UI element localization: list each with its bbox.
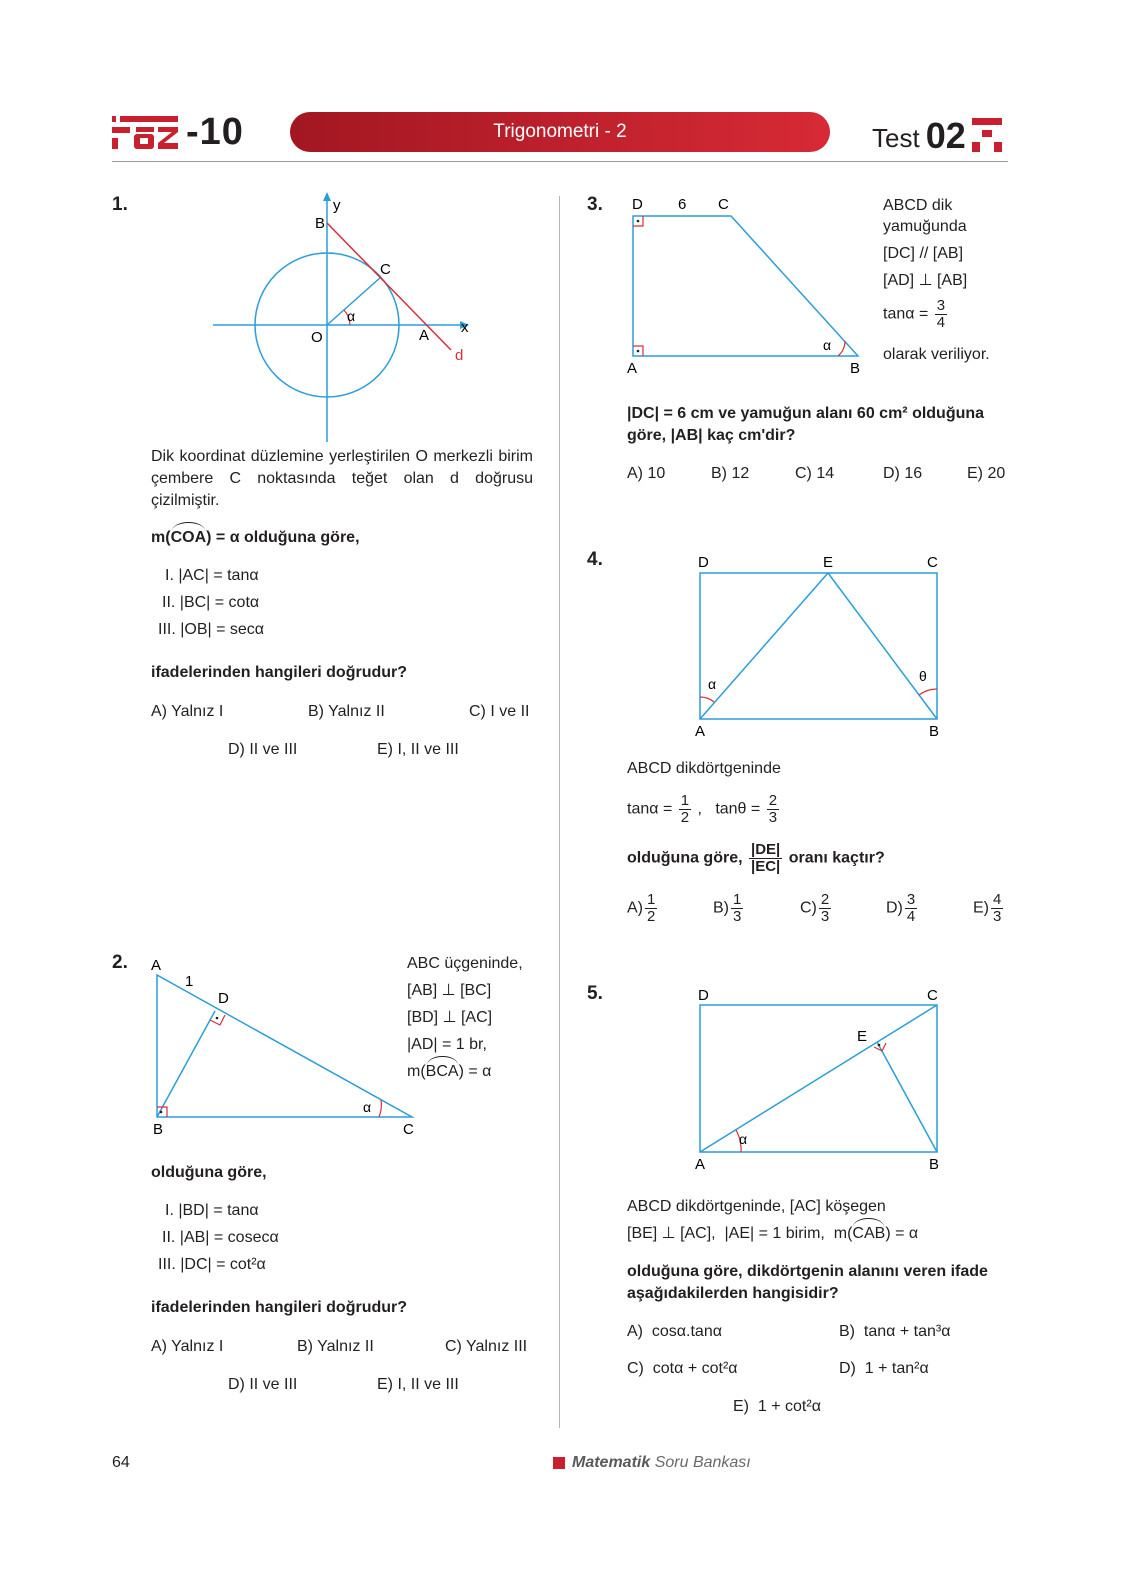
given-line-3: [BD] ⊥ [AC]: [407, 1009, 493, 1026]
question-number: 5.: [587, 983, 603, 1004]
choice-a[interactable]: A) Yalnız I: [151, 703, 224, 720]
choice-b[interactable]: B) Yalnız II: [297, 1338, 374, 1355]
given-line-1: ABCD dikdörtgeninde, [AC] köşegen: [627, 1198, 886, 1215]
choice-b[interactable]: B) 12: [711, 465, 750, 482]
fig-label-alpha: α: [347, 308, 356, 324]
fig-label-A: A: [151, 957, 162, 974]
question-prompt: [627, 842, 885, 875]
given-line-4: [AD] ⊥ [AB]: [883, 272, 968, 289]
statement-3: III. |OB| = secα: [158, 621, 265, 638]
given-line-2: yamuğunda: [883, 218, 967, 235]
angle-label: CAB: [852, 1223, 885, 1245]
question-intro: Dik koordinat düzlemine yerleştirilen O merkezli birim çembere C noktasında teğet olan d doğrusu çizilmiştir.: [151, 448, 533, 509]
series-marker-icon: [553, 1457, 565, 1469]
fig-label-B: B: [929, 1156, 940, 1173]
given-line-1: ABCD dik: [883, 197, 953, 214]
fig-label-D: D: [218, 990, 229, 1007]
choice-den: 2: [647, 908, 656, 925]
choice-c[interactable]: C) 14: [795, 465, 835, 482]
question-prompt: ifadelerinden hangileri doğrudur?: [151, 664, 408, 681]
tan-t-fraction: [767, 793, 779, 826]
header-rule: [112, 161, 1008, 162]
choice-c[interactable]: C) Yalnız III: [445, 1338, 528, 1355]
statement-1: I. |BD| = tanα: [165, 1202, 259, 1219]
unit-circle-figure: [205, 190, 490, 445]
fig-label-B: B: [850, 360, 861, 377]
fig-label-C: C: [403, 1121, 414, 1138]
column-divider: [559, 196, 560, 1428]
fig-label-y: y: [333, 197, 341, 214]
choice-letter: E): [973, 899, 989, 917]
fig-label-D: D: [698, 987, 709, 1004]
fig-label-x: x: [461, 319, 469, 336]
choice-b[interactable]: B) tanα + tan³α: [839, 1323, 951, 1340]
fig-label-D: D: [698, 554, 709, 571]
fig-label-alpha: α: [363, 1099, 372, 1115]
series-bold: Matematik: [572, 1454, 651, 1471]
question-prompt: |DC| = 6 cm ve yamuğun alanı 60 cm² olduğuna göre, |AB| kaç cm'dir?: [627, 405, 985, 444]
choice-a[interactable]: A) Yalnız I: [151, 1338, 224, 1355]
tan-t-prefix: , tanθ =: [697, 800, 761, 818]
brand-corner-icon: [972, 116, 1002, 154]
test-label: Test: [872, 123, 920, 153]
right-triangle-figure: [145, 952, 425, 1142]
choice-c[interactable]: C) cotα + cot²α: [627, 1360, 738, 1377]
fig-label-A: A: [419, 327, 430, 344]
question-prompt: olduğuna göre, dikdörtgenin alanını veren ifade aşağıdakilerden hangisidir?: [627, 1263, 988, 1302]
fig-label-alpha: α: [823, 337, 832, 353]
title-banner: [290, 112, 830, 152]
choice-den: 3: [993, 908, 1002, 925]
choice-num: 1: [733, 891, 742, 908]
given-end: olarak veriliyor.: [883, 346, 990, 363]
question-number: 3.: [587, 194, 603, 215]
rectangle-diagonal-figure: [690, 984, 950, 1174]
given-suffix: ) = α: [458, 1063, 492, 1080]
ratio-fraction: [749, 842, 782, 875]
fig-label-C: C: [927, 554, 938, 571]
question-number: 1.: [112, 194, 128, 215]
tan-a-fraction: [679, 793, 691, 826]
ratio-den: |EC|: [751, 858, 781, 875]
choice-letter: B): [713, 899, 729, 917]
tan-fraction: [935, 298, 947, 331]
given-prefix: m(: [407, 1063, 426, 1080]
given-line-1: ABC üçgeninde,: [407, 955, 523, 972]
given-line-5: [407, 1061, 491, 1083]
choice-num: 3: [906, 891, 916, 908]
series-label: [553, 1454, 751, 1472]
tan-a-num: 1: [680, 792, 690, 809]
choice-fraction: [645, 892, 657, 925]
prompt-suffix: oranı kaçtır?: [788, 849, 885, 867]
choice-num: 2: [820, 891, 830, 908]
choice-fraction: [905, 892, 917, 925]
question-given: [151, 527, 360, 549]
given-tan: [883, 298, 949, 331]
given-prefix: m(: [151, 529, 171, 546]
ratio-num: |DE|: [751, 841, 781, 858]
choice-d[interactable]: D) 1 + tan²α: [839, 1360, 929, 1377]
choice-e[interactable]: E) 20: [967, 465, 1006, 482]
statement-3: III. |DC| = cot²α: [158, 1256, 266, 1273]
fig-label-theta: θ: [919, 668, 927, 684]
given-suffix: ) = α: [885, 1225, 919, 1242]
given-line-2: [627, 1223, 918, 1245]
fig-label-C: C: [380, 261, 391, 278]
page-number: 64: [112, 1454, 130, 1471]
statement-2: II. |BC| = cotα: [162, 594, 260, 611]
fig-label-6: 6: [678, 196, 687, 213]
choice-b[interactable]: B) Yalnız II: [308, 703, 385, 720]
fig-label-alpha: α: [708, 676, 717, 692]
prompt-prefix: olduğuna göre,: [627, 849, 743, 867]
tan-den: 4: [936, 314, 946, 331]
test-number: 02: [925, 115, 966, 156]
fig-label-D: D: [632, 196, 643, 213]
fig-label-B: B: [153, 1121, 164, 1138]
fig-label-A: A: [627, 360, 638, 377]
fig-label-1: 1: [185, 973, 194, 990]
choice-d[interactable]: D) 16: [883, 465, 923, 482]
fig-label-A: A: [695, 1156, 706, 1173]
fig-label-E: E: [823, 554, 834, 571]
choice-e[interactable]: E) 1 + cot²α: [733, 1398, 821, 1415]
fig-label-E: E: [857, 1028, 868, 1045]
question-prompt: ifadelerinden hangileri doğrudur?: [151, 1299, 408, 1316]
brand-mark-icon: [112, 113, 180, 151]
question-number: 2.: [112, 952, 128, 973]
question-lead: olduğuna göre,: [151, 1164, 267, 1181]
choice-den: 3: [820, 908, 830, 925]
fig-label-C: C: [927, 987, 938, 1004]
choice-den: 3: [733, 908, 742, 925]
fig-label-d: d: [455, 347, 464, 364]
tan-a-den: 2: [680, 809, 690, 826]
choice-d[interactable]: D) II ve III: [228, 1376, 298, 1393]
test-badge: [872, 114, 1002, 154]
tan-prefix: tanα =: [883, 305, 929, 323]
fig-label-O: O: [311, 329, 323, 346]
tan-t-den: 3: [768, 809, 778, 826]
question-intro: ABCD dikdörtgeninde: [627, 760, 781, 777]
fig-label-B: B: [929, 723, 940, 740]
choice-fraction: [991, 892, 1003, 925]
choice-letter: D): [886, 899, 903, 917]
angle-label: BCA: [426, 1061, 459, 1083]
tan-t-num: 2: [768, 792, 778, 809]
tan-a-prefix: tanα =: [627, 800, 673, 818]
angle-label: COA: [171, 527, 207, 549]
given-line-3: [DC] // [AB]: [883, 245, 964, 262]
choice-d[interactable]: [886, 892, 919, 925]
choice-fraction: [819, 892, 831, 925]
choice-a[interactable]: A) cosα.tanα: [627, 1323, 722, 1340]
choice-a[interactable]: A) 10: [627, 465, 666, 482]
choice-e[interactable]: E) I, II ve III: [377, 741, 459, 758]
fig-label-A: A: [695, 723, 706, 740]
given-tangents: [627, 793, 781, 826]
question-number: 4.: [587, 549, 603, 570]
choice-e[interactable]: E) I, II ve III: [377, 1376, 459, 1393]
choice-c[interactable]: [800, 892, 833, 925]
statement-1: I. |AC| = tanα: [165, 567, 259, 584]
choice-a[interactable]: [627, 892, 659, 925]
choice-e[interactable]: [973, 892, 1005, 925]
choice-letter: C): [800, 899, 817, 917]
fig-label-C: C: [718, 196, 729, 213]
series-rest: Soru Bankası: [650, 1454, 751, 1471]
choice-d[interactable]: D) II ve III: [228, 741, 298, 758]
brand-logo: [112, 112, 244, 152]
tan-num: 3: [936, 297, 946, 314]
rectangle-triangle-figure: [690, 550, 950, 745]
banner-title: Trigonometri - 2: [493, 121, 627, 142]
trapezoid-figure: [620, 192, 870, 382]
fig-label-alpha: α: [739, 1131, 748, 1147]
choice-fraction: [731, 892, 743, 925]
statement-2: II. |AB| = cosecα: [162, 1229, 279, 1246]
choice-c[interactable]: C) I ve II: [469, 703, 530, 720]
grade-label: -10: [186, 110, 244, 153]
fig-label-B: B: [315, 215, 326, 232]
choice-num: 1: [647, 891, 656, 908]
given-line-2: [AB] ⊥ [BC]: [407, 982, 492, 999]
given-suffix: ) = α olduğuna göre,: [206, 529, 360, 546]
choice-b[interactable]: [713, 892, 745, 925]
choice-den: 4: [906, 908, 916, 925]
given-line-4: |AD| = 1 br,: [407, 1036, 487, 1053]
given-prefix: [BE] ⊥ [AC], |AE| = 1 birim, m(: [627, 1225, 853, 1242]
choice-letter: A): [627, 899, 643, 917]
choice-num: 4: [993, 891, 1002, 908]
